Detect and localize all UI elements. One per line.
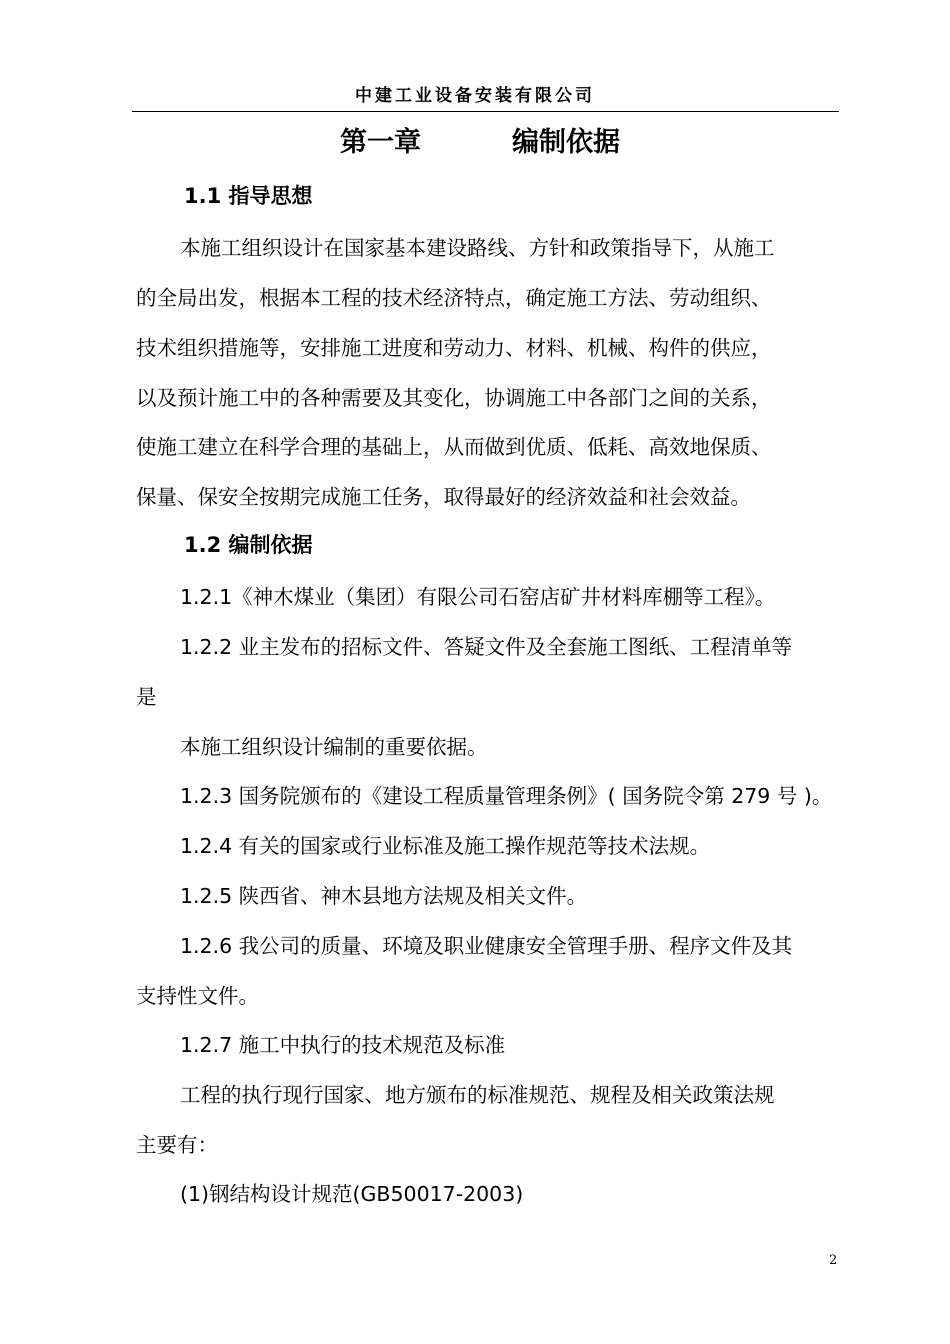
- chapter-number: 第一章: [340, 127, 421, 158]
- header-divider: [132, 111, 839, 112]
- paragraph-line: 本施工组织设计在国家基本建设路线、方针和政策指导下，从施工: [180, 236, 775, 260]
- section-heading-1-1: 1.1 指导思想: [184, 184, 313, 208]
- paragraph-line: 本施工组织设计编制的重要依据。: [180, 735, 488, 759]
- chapter-title: 编制依据: [512, 127, 620, 158]
- paragraph-line: 使施工建立在科学合理的基础上，从而做到优质、低耗、高效地保质、: [136, 435, 772, 459]
- list-item: 1.2.4 有关的国家或行业标准及施工操作规范等技术法规。: [180, 834, 711, 858]
- paragraph-line: 以及预计施工中的各种需要及其变化，协调施工中各部门之间的关系，: [136, 386, 772, 410]
- page-header-company: 中建工业设备安装有限公司: [355, 86, 595, 106]
- list-item: 1.2.5 陕西省、神木县地方法规及相关文件。: [180, 884, 588, 908]
- paragraph-line: 是: [136, 685, 157, 709]
- paragraph-line: 技术组织措施等，安排施工进度和劳动力、材料、机械、构件的供应，: [136, 336, 772, 360]
- list-item: 1.2.1《神木煤业（集团）有限公司石窑店矿井材料库棚等工程》。: [180, 585, 776, 609]
- standard-item: (1)钢结构设计规范(GB50017-2003): [180, 1182, 524, 1206]
- page-number: 2: [829, 1253, 838, 1268]
- paragraph-line: 主要有：: [136, 1133, 218, 1157]
- list-item: 1.2.3 国务院颁布的《建设工程质量管理条例》( 国务院令第 279 号 )。: [180, 784, 833, 808]
- section-heading-1-2: 1.2 编制依据: [184, 533, 313, 557]
- paragraph-line: 工程的执行现行国家、地方颁布的标准规范、规程及相关政策法规: [180, 1083, 775, 1107]
- list-item: 1.2.7 施工中执行的技术规范及标准: [180, 1033, 506, 1057]
- paragraph-line: 的全局出发，根据本工程的技术经济特点，确定施工方法、劳动组织、: [136, 286, 772, 310]
- list-item: 1.2.2 业主发布的招标文件、答疑文件及全套施工图纸、工程清单等: [180, 635, 793, 659]
- paragraph-line: 支持性文件。: [136, 984, 259, 1008]
- list-item: 1.2.6 我公司的质量、环境及职业健康安全管理手册、程序文件及其: [180, 934, 793, 958]
- paragraph-line: 保量、保安全按期完成施工任务，取得最好的经济效益和社会效益。: [136, 485, 751, 509]
